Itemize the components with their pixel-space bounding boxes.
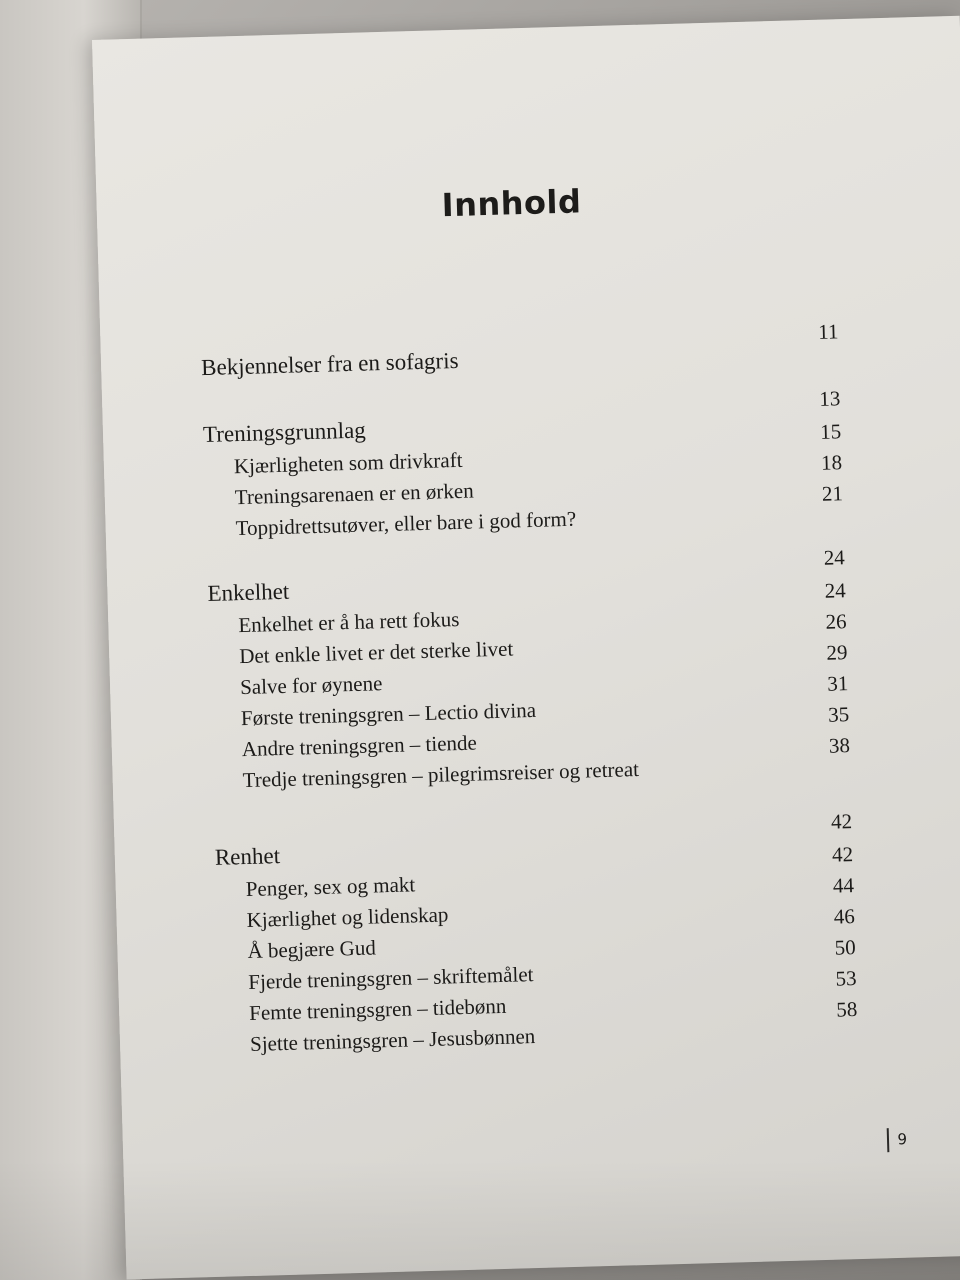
toc-entry-label: Det enkle livet er det sterke livet — [238, 636, 514, 669]
toc-page-number: 46 — [833, 904, 856, 929]
toc-page-number: 24 — [824, 578, 846, 603]
toc-page-number: 29 — [826, 640, 848, 665]
toc-page-number: 42 — [831, 842, 854, 867]
toc-page-number: 38 — [828, 733, 851, 758]
toc-page-number: 44 — [832, 873, 855, 898]
toc-page-number: 26 — [825, 609, 847, 634]
toc-page-number: 13 — [818, 386, 841, 411]
toc-entry-label: Å begjære Gud — [247, 935, 377, 964]
toc-page-number: 18 — [820, 450, 843, 475]
toc-entry-label: Kjærligheten som drivkraft — [233, 447, 463, 479]
toc-entry-label: Fjerde treningsgren – skriftemålet — [248, 962, 534, 994]
toc-entry-label: Andre treningsgren – tiende — [241, 730, 478, 762]
toc-entry-label: Tredje treningsgren – pilegrimsreiser og retreat — [242, 757, 640, 793]
toc-page-number: 42 — [830, 809, 853, 834]
toc-heading-label: Renhet — [214, 843, 281, 870]
toc-entry-label: Første treningsgren – Lectio divina — [240, 697, 537, 731]
toc-entry-label: Salve for øynene — [239, 671, 383, 700]
toc-section — [103, 386, 960, 551]
toc-heading — [101, 319, 960, 391]
toc-entry-label: Kjærlighet og lidenskap — [246, 902, 449, 933]
folio-number: 9 — [897, 1130, 908, 1149]
book-page — [92, 16, 960, 1280]
toc-entry-label: Penger, sex og makt — [245, 872, 416, 902]
page-folio — [887, 1128, 907, 1153]
toc-page-number: 11 — [817, 319, 839, 344]
toc-page-number: 50 — [834, 935, 856, 960]
toc-page-number: 31 — [826, 671, 849, 696]
toc-entry-label: Sjette treningsgren – Jesusbønnen — [249, 1024, 536, 1056]
toc-page-number: 24 — [823, 545, 846, 570]
toc-page-number: 35 — [827, 702, 850, 727]
toc-page-number: 15 — [819, 419, 842, 444]
page-title: Innhold — [441, 182, 582, 225]
toc-section — [107, 545, 960, 803]
toc-page-number: 58 — [836, 997, 858, 1022]
toc-heading-label: Enkelhet — [207, 578, 290, 606]
toc-entry-label: Toppidrettsutøver, eller bare i god form? — [235, 506, 577, 541]
toc-entry-label: Enkelhet er å ha rett fokus — [238, 606, 460, 638]
toc-entry-label: Treningsarenaen er en ørken — [234, 478, 474, 510]
table-of-contents — [92, 16, 960, 1140]
toc-section — [101, 319, 960, 391]
folio-rule — [887, 1128, 890, 1152]
toc-page-number: 21 — [821, 481, 844, 506]
toc-heading-label: Bekjennelser fra en sofagris — [200, 347, 459, 381]
toc-section — [115, 809, 960, 1066]
toc-page-number: 53 — [835, 966, 857, 991]
toc-entry-label: Femte treningsgren – tidebønn — [248, 993, 507, 1025]
toc-heading-label: Treningsgrunnlag — [202, 417, 367, 448]
